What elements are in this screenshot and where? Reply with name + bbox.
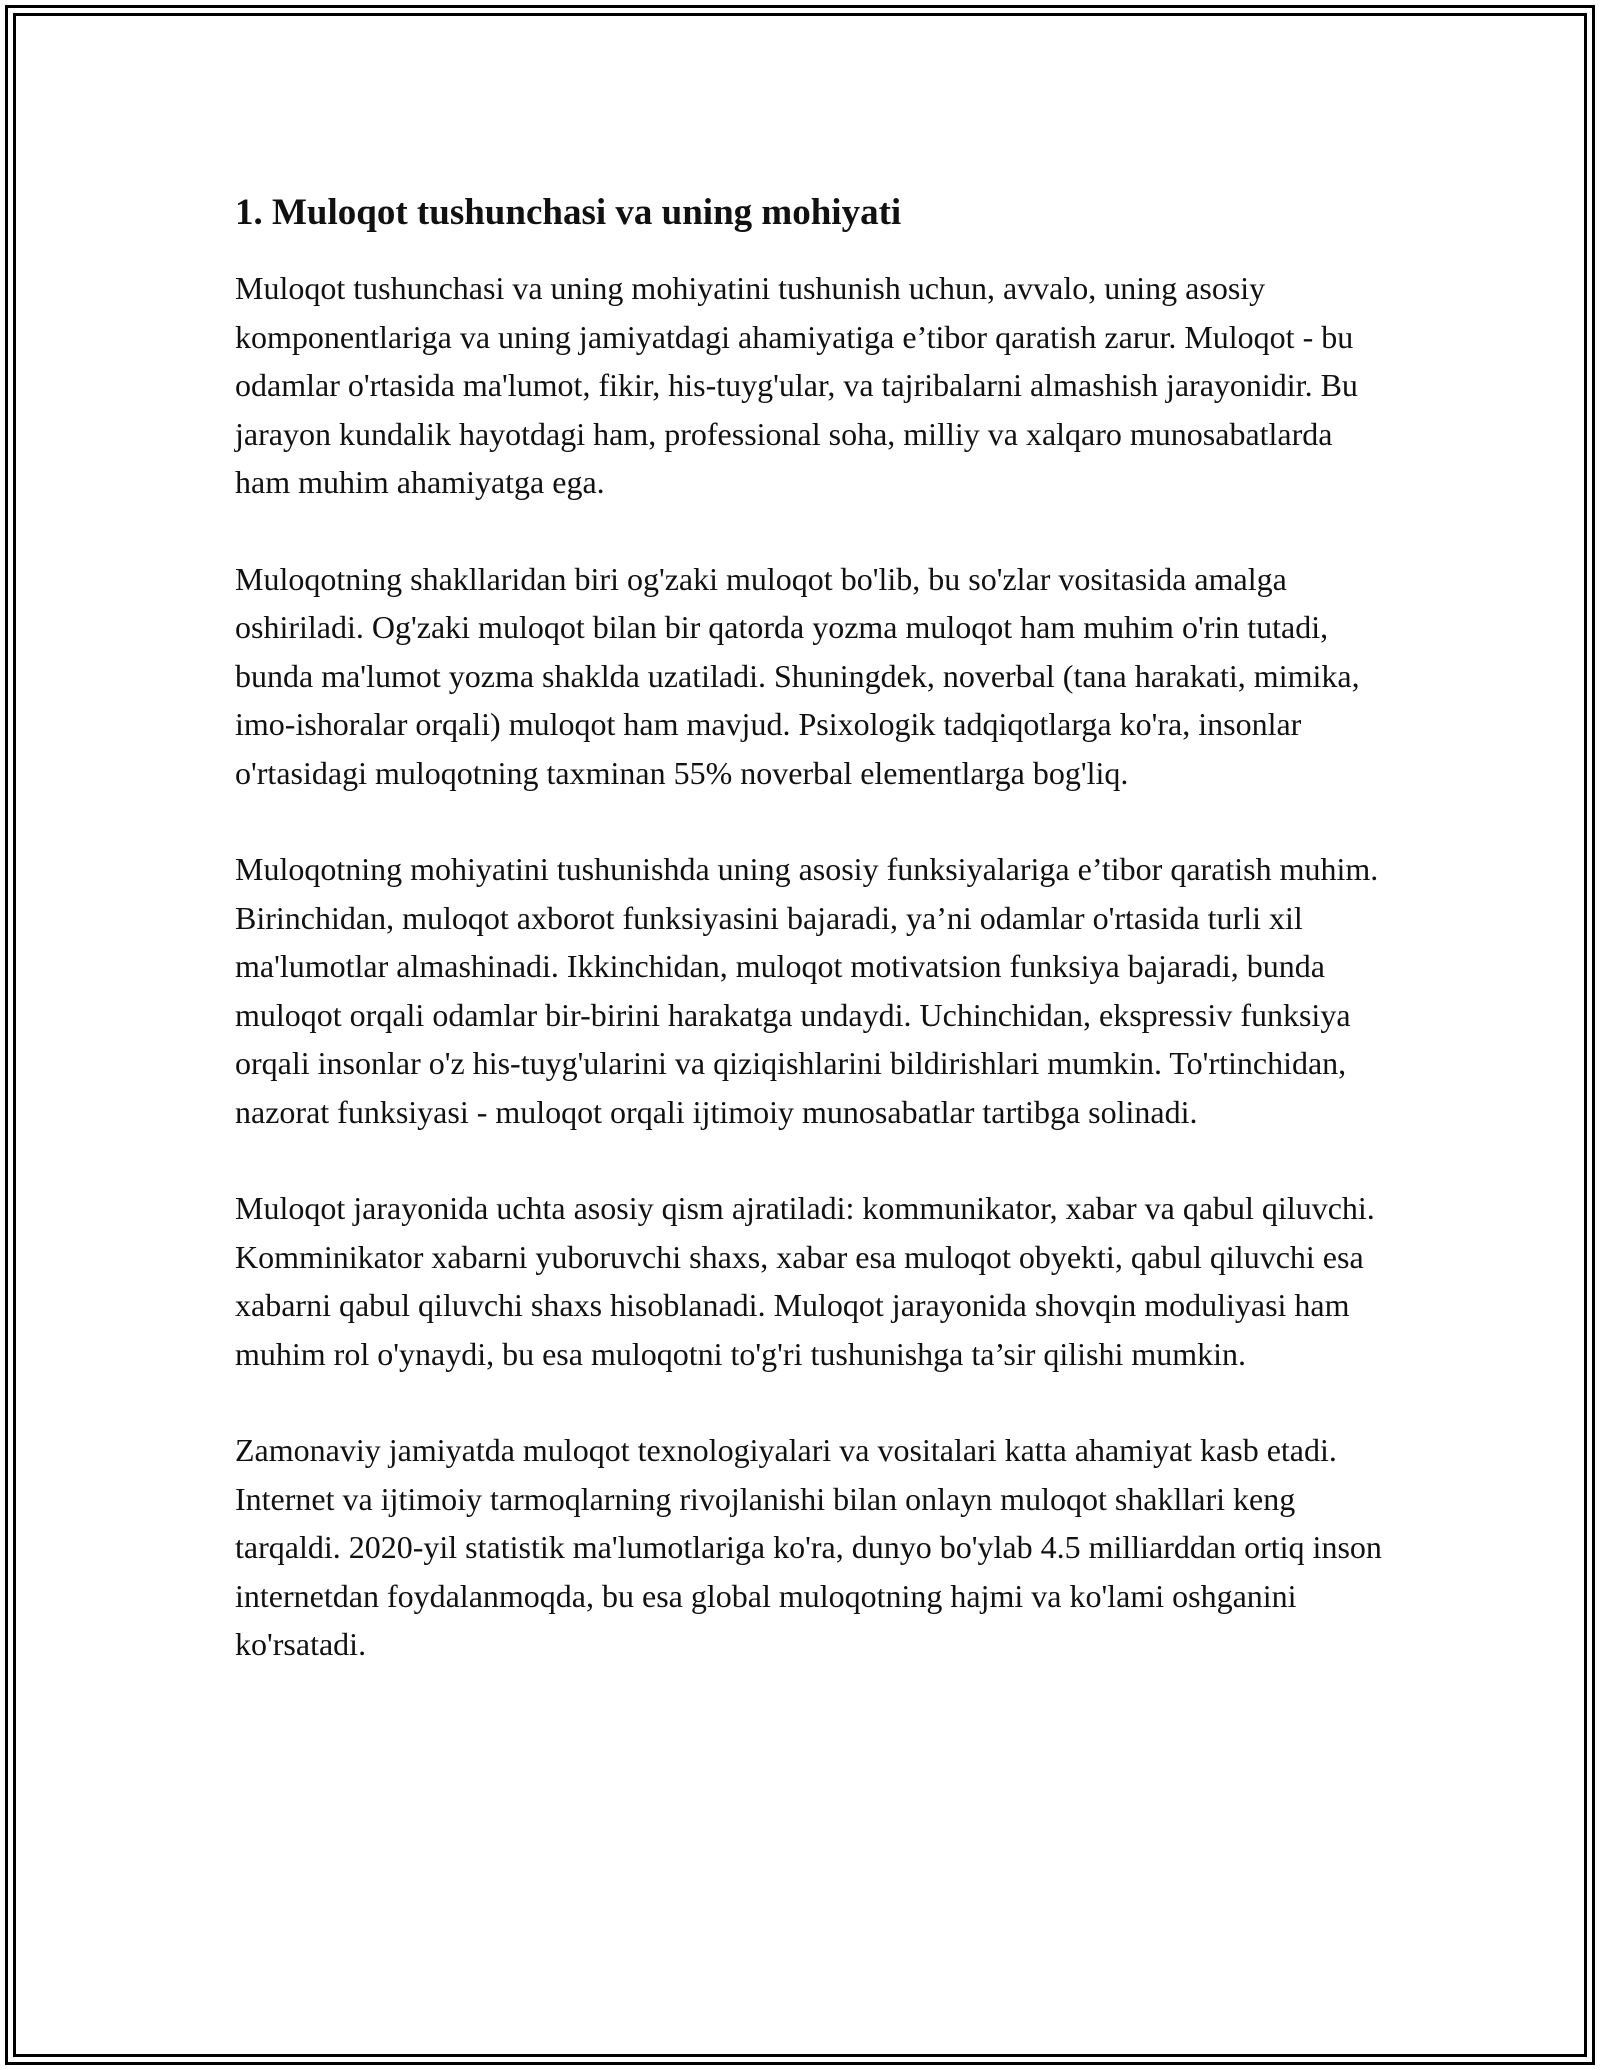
section-heading: 1. Muloqot tushunchasi va uning mohiyati — [235, 192, 902, 233]
document-body — [235, 188, 1385, 1717]
paragraph-3: Muloqotning mohiyatini tushunishda uning asosiy funksiyalariga e’tibor qaratish muhim. Birinchidan, muloqot axborot funksiyasini bajaradi, ya’ni odamlar o'rtasida turli xil ma'lumotlar almashinadi. Ikkinchidan, muloqot motivatsion funksiya bajaradi, bunda muloqot orqali odamlar bir-birini harakatga undaydi. Uchinchidan, ekspressiv funksiya orqali insonlar o'z his-tuyg'ularini va qiziqishlarini bildirishlari mumkin. To'rtinchidan, nazorat funksiyasi - muloqot orqali ijtimoiy munosabatlar tartibga solinadi. — [235, 851, 1379, 1130]
paragraph-2: Muloqotning shakllaridan biri og'zaki muloqot bo'lib, bu so'zlar vositasida amalga oshiriladi. Og'zaki muloqot bilan bir qatorda yozma muloqot ham muhim o'rin tutadi, bunda ma'lumot yozma shakldа uzatiladi. Shuningdek, noverbal (tana harakati, mimika, imo-ishoralar orqali) muloqot ham mavjud. Psixologik tadqiqotlarga ko'ra, insonlar o'rtasidagi muloqotning taxminan 55% noverbal elementlarga bog'liq. — [235, 560, 1360, 791]
paragraph-5: Zamonaviy jamiyatda muloqot texnologiyalari va vositalari katta ahamiyat kasb etadi. Internet va ijtimoiy tarmoqlarning rivojlanishi bilan onlayn muloqot shakllari keng tarqaldi. 2020-yil statistik ma'lumotlariga ko'ra, dunyo bo'ylab 4.5 milliarddan ortiq inson internetdan foydalanmoqda, bu esa global muloqotning hajmi va ko'lami oshganini ko'rsatadi. — [235, 1432, 1382, 1662]
paragraph-4: Muloqot jarayonida uchta asosiy qism ajratiladi: kommunikator, xabar va qabul qiluvchi. Komminikator xabarni yuboruvchi shaxs, xabar esa muloqot obyekti, qabul qiluvchi esa xabarni qabul qiluvchi shaxs hisoblanadi. Muloqot jarayonida shovqin moduliyasi ham muhim rol o'ynaydi, bu esa muloqotni to'g'ri tushunishga ta’sir qilishi mumkin. — [235, 1190, 1375, 1372]
paragraph-1: Muloqot tushunchasi va uning mohiyatini tushunish uchun, avvalo, uning asosiy komponentlariga va uning jamiyatdagi ahamiyatiga e’tibor qaratish zarur. Muloqot - bu odamlar o'rtasida ma'lumot, fikir, his-tuyg'ular, va tajribalarni almashish jarayonidir. Bu jarayon kundalik hayotdagi ham, professional soha, milliy va xalqaro munosabatlarda ham muhim ahamiyatga ega. — [235, 270, 1358, 500]
